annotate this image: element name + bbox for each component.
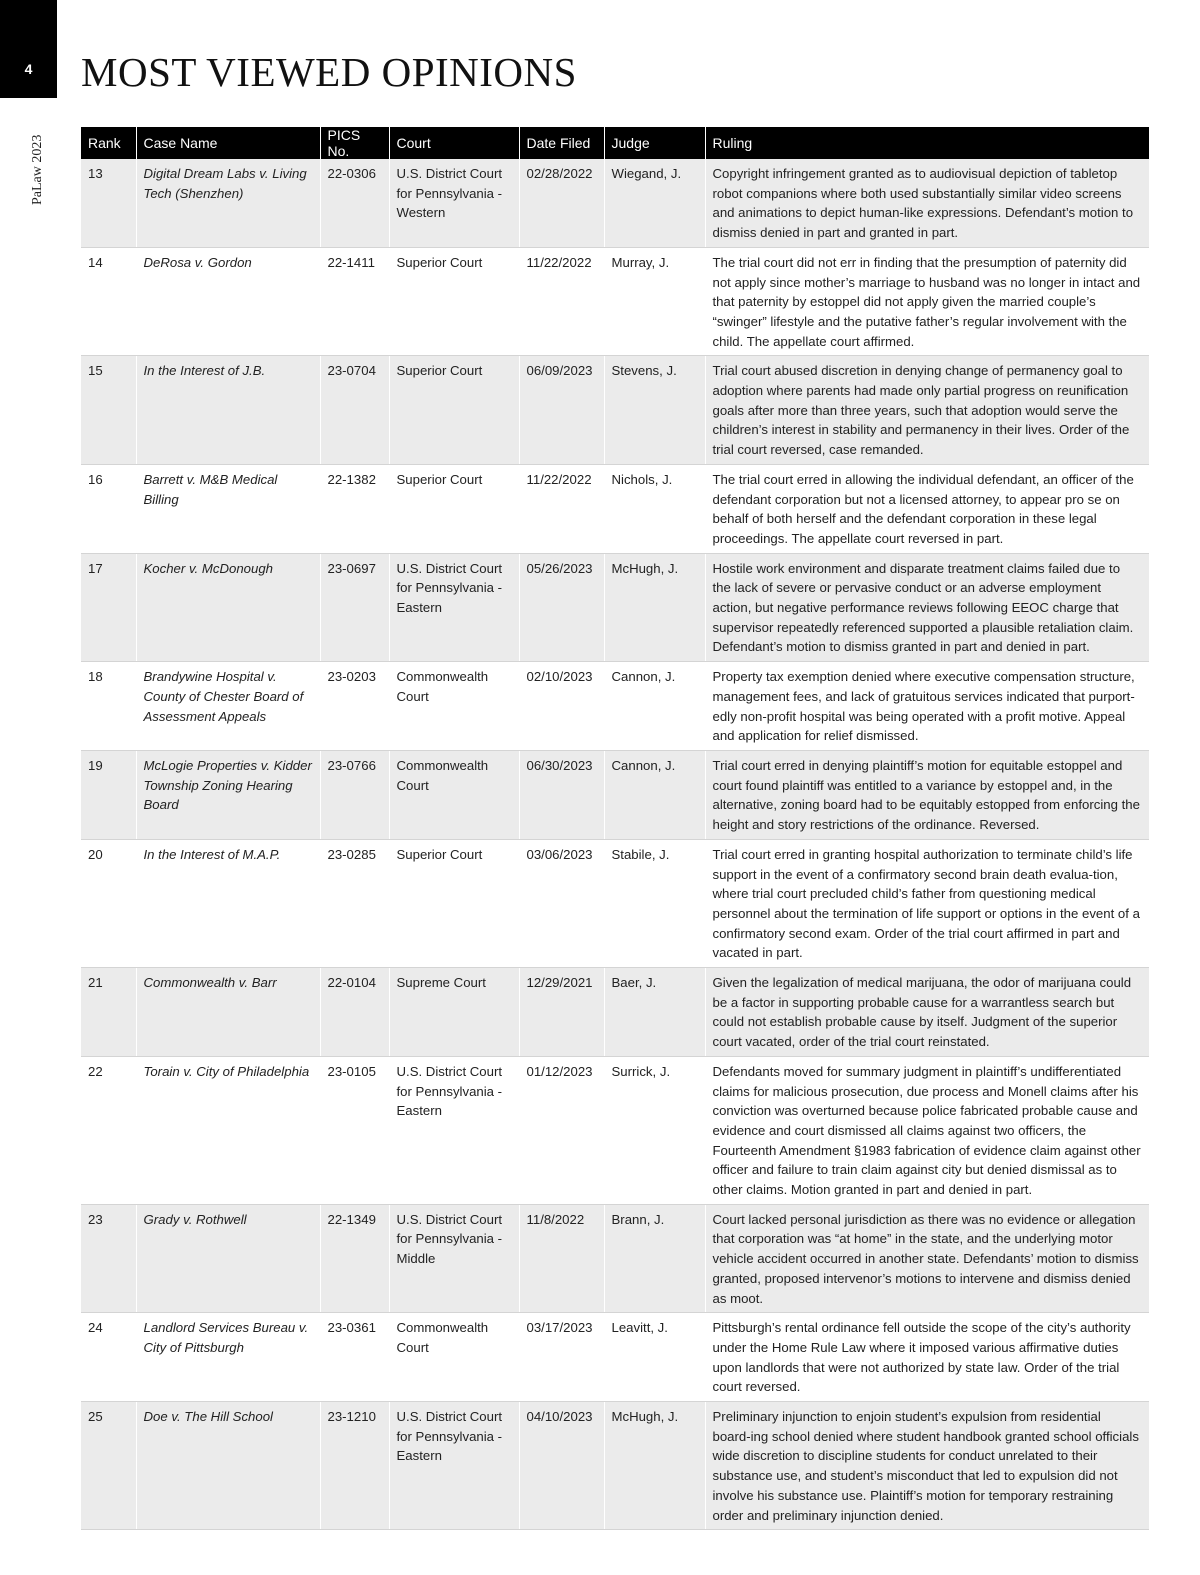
cell-court: U.S. District Court for Pennsylvania - Middle: [389, 1204, 519, 1313]
cell-date-filed: 11/22/2022: [519, 247, 604, 356]
cell-ruling: Defendants moved for summary judgment in plaintiff’s undifferentiated claims for malicious prosecution, due process and Monell claims after his conviction was overturned because police fabricated probable cause and evidence and court dismissed all claims against two officers, the Fourteenth Amendment §1983 fabrication of evidence claim against other officer and failure to train claim against city but denied dismissal as to other claims. Motion granted in part and denied in part.: [705, 1056, 1149, 1204]
cell-judge: Leavitt, J.: [604, 1313, 705, 1402]
cell-rank: 20: [81, 839, 136, 967]
cell-case-name: Commonwealth v. Barr: [136, 968, 320, 1057]
table-row: [81, 839, 1149, 967]
header-court: Court: [389, 127, 519, 159]
cell-judge: Surrick, J.: [604, 1056, 705, 1204]
cell-ruling: Trial court erred in granting hospital authorization to terminate child’s life support in the event of a confirmatory second brain death evalua-tion, where trial court precluded child’s father from questioning medical personnel about the termination of life support or options in the event of a confirmatory second exam. Order of the trial court affirmed in part and vacated in part.: [705, 839, 1149, 967]
cell-date-filed: 03/06/2023: [519, 839, 604, 967]
cell-case-name: Torain v. City of Philadelphia: [136, 1056, 320, 1204]
cell-case-name: Brandywine Hospital v. County of Chester Board of Assessment Appeals: [136, 662, 320, 751]
cell-court: Superior Court: [389, 839, 519, 967]
cell-case-name: Grady v. Rothwell: [136, 1204, 320, 1313]
table-row: [81, 1313, 1149, 1402]
cell-court: Superior Court: [389, 247, 519, 356]
cell-court: U.S. District Court for Pennsylvania - Western: [389, 159, 519, 247]
cell-judge: Nichols, J.: [604, 464, 705, 553]
cell-ruling: Court lacked personal jurisdiction as there was no evidence or allegation that corporation was “at home” in the state, and the underlying motor vehicle accident occurred in another state. Defendants’ motion to dismiss granted, proposed intervenor’s motions to intervene and dismiss denied as moot.: [705, 1204, 1149, 1313]
header-pics-no: PICS No.: [320, 127, 389, 159]
table-row: [81, 464, 1149, 553]
cell-judge: Stabile, J.: [604, 839, 705, 967]
cell-date-filed: 11/8/2022: [519, 1204, 604, 1313]
table-row: [81, 553, 1149, 662]
cell-ruling: Preliminary injunction to enjoin student’s expulsion from residential board-ing school denied where student handbook granted school officials wide discretion to discipline students for conduct unrelated to their substance use, and student’s misconduct that led to expulsion did not involve his substance use. Plaintiff’s motion for temporary restraining order and preliminary injunction denied.: [705, 1402, 1149, 1530]
page-number: 4: [24, 61, 33, 77]
cell-rank: 15: [81, 356, 136, 465]
page-title: MOST VIEWED OPINIONS: [81, 49, 577, 95]
cell-case-name: Landlord Services Bureau v. City of Pittsburgh: [136, 1313, 320, 1402]
header-ruling: Ruling: [705, 127, 1149, 159]
publication-label: PaLaw 2023: [30, 134, 45, 205]
cell-judge: Wiegand, J.: [604, 159, 705, 247]
table-row: [81, 1204, 1149, 1313]
cell-date-filed: 01/12/2023: [519, 1056, 604, 1204]
cell-pics-no: 23-0704: [320, 356, 389, 465]
cell-pics-no: 23-1210: [320, 1402, 389, 1530]
cell-date-filed: 06/30/2023: [519, 750, 604, 839]
cell-pics-no: 23-0766: [320, 750, 389, 839]
cell-court: Supreme Court: [389, 968, 519, 1057]
cell-rank: 22: [81, 1056, 136, 1204]
cell-case-name: Kocher v. McDonough: [136, 553, 320, 662]
cell-court: Superior Court: [389, 356, 519, 465]
table-row: [81, 662, 1149, 751]
cell-date-filed: 04/10/2023: [519, 1402, 604, 1530]
table-row: [81, 968, 1149, 1057]
table-row: [81, 1056, 1149, 1204]
cell-case-name: In the Interest of M.A.P.: [136, 839, 320, 967]
cell-rank: 18: [81, 662, 136, 751]
cell-pics-no: 23-0105: [320, 1056, 389, 1204]
cell-date-filed: 02/28/2022: [519, 159, 604, 247]
cell-date-filed: 11/22/2022: [519, 464, 604, 553]
cell-court: U.S. District Court for Pennsylvania - Eastern: [389, 553, 519, 662]
cell-judge: Murray, J.: [604, 247, 705, 356]
cell-judge: Brann, J.: [604, 1204, 705, 1313]
cell-date-filed: 02/10/2023: [519, 662, 604, 751]
table-header-row: [81, 127, 1149, 159]
cell-ruling: Copyright infringement granted as to audiovisual depiction of tabletop robot companions where both used substantially similar video screens and animations to depict human-like expressions. Defendant’s motion to dismiss denied in part and granted in part.: [705, 159, 1149, 247]
cell-case-name: In the Interest of J.B.: [136, 356, 320, 465]
cell-pics-no: 22-0104: [320, 968, 389, 1057]
cell-ruling: The trial court erred in allowing the individual defendant, an officer of the defendant corporation but not a licensed attorney, to appear pro se on behalf of both herself and the defendant corporation in these legal proceedings. The appellate court reversed in part.: [705, 464, 1149, 553]
cell-rank: 16: [81, 464, 136, 553]
cell-ruling: Given the legalization of medical marijuana, the odor of marijuana could be a factor in supporting probable cause for a warrantless search but could not establish probable cause by itself. Judgment of the superior court vacated, order of the trial court reinstated.: [705, 968, 1149, 1057]
header-case-name: Case Name: [136, 127, 320, 159]
cell-court: Superior Court: [389, 464, 519, 553]
cell-pics-no: 22-1349: [320, 1204, 389, 1313]
cell-rank: 25: [81, 1402, 136, 1530]
cell-judge: Baer, J.: [604, 968, 705, 1057]
cell-date-filed: 05/26/2023: [519, 553, 604, 662]
table-row: [81, 247, 1149, 356]
header-rank: Rank: [81, 127, 136, 159]
cell-ruling: Pittsburgh’s rental ordinance fell outside the scope of the city’s authority under the Home Rule Law where it imposed various affirmative duties upon landlords that were not authorized by state law. Order of the trial court reversed.: [705, 1313, 1149, 1402]
cell-pics-no: 22-0306: [320, 159, 389, 247]
cell-rank: 17: [81, 553, 136, 662]
cell-rank: 14: [81, 247, 136, 356]
cell-ruling: The trial court did not err in finding that the presumption of paternity did not apply since mother’s marriage to husband was no longer in intact and that paternity by estoppel did not apply given the married couple’s “swinger” lifestyle and the putative father’s regular involvement with the child. The appellate court affirmed.: [705, 247, 1149, 356]
cell-pics-no: 22-1382: [320, 464, 389, 553]
cell-rank: 21: [81, 968, 136, 1057]
cell-ruling: Trial court abused discretion in denying change of permanency goal to adoption where parents had made only partial progress on reunification goals after more than three years, such that adoption would serve the children’s interest in stability and permanency in their lives. Order of the trial court reversed, case remanded.: [705, 356, 1149, 465]
cell-judge: Cannon, J.: [604, 662, 705, 751]
cell-judge: Cannon, J.: [604, 750, 705, 839]
opinions-table: [81, 127, 1149, 1530]
cell-court: Commonwealth Court: [389, 750, 519, 839]
cell-pics-no: 22-1411: [320, 247, 389, 356]
cell-date-filed: 06/09/2023: [519, 356, 604, 465]
cell-case-name: McLogie Properties v. Kidder Township Zoning Hearing Board: [136, 750, 320, 839]
table-row: [81, 356, 1149, 465]
cell-pics-no: 23-0203: [320, 662, 389, 751]
cell-judge: Stevens, J.: [604, 356, 705, 465]
cell-pics-no: 23-0361: [320, 1313, 389, 1402]
header-judge: Judge: [604, 127, 705, 159]
table-row: [81, 159, 1149, 247]
cell-rank: 13: [81, 159, 136, 247]
cell-court: Commonwealth Court: [389, 1313, 519, 1402]
table-row: [81, 750, 1149, 839]
cell-pics-no: 23-0697: [320, 553, 389, 662]
cell-ruling: Hostile work environment and disparate treatment claims failed due to the lack of severe or pervasive conduct or an adverse employment action, but negative performance reviews following EEOC charge that supervisor repeatedly referenced supported a plausible retaliation claim. Defendant’s motion to dismiss granted in part and denied in part.: [705, 553, 1149, 662]
cell-ruling: Property tax exemption denied where executive compensation structure, management fees, and lack of gratuitous services indicated that purport-edly non-profit hospital was being operated with a profit motive. Appeal and application for relief dismissed.: [705, 662, 1149, 751]
cell-court: Commonwealth Court: [389, 662, 519, 751]
cell-judge: McHugh, J.: [604, 1402, 705, 1530]
cell-court: U.S. District Court for Pennsylvania - Eastern: [389, 1402, 519, 1530]
cell-case-name: Digital Dream Labs v. Living Tech (Shenzhen): [136, 159, 320, 247]
cell-date-filed: 03/17/2023: [519, 1313, 604, 1402]
cell-pics-no: 23-0285: [320, 839, 389, 967]
header-date-filed: Date Filed: [519, 127, 604, 159]
cell-rank: 23: [81, 1204, 136, 1313]
cell-ruling: Trial court erred in denying plaintiff’s motion for equitable estoppel and court found plaintiff was entitled to a variance by estoppel and, in the alternative, zoning board had to be equitably estopped from enforcing the height and story restrictions of the ordinance. Reversed.: [705, 750, 1149, 839]
cell-case-name: DeRosa v. Gordon: [136, 247, 320, 356]
cell-case-name: Doe v. The Hill School: [136, 1402, 320, 1530]
cell-date-filed: 12/29/2021: [519, 968, 604, 1057]
cell-rank: 24: [81, 1313, 136, 1402]
cell-judge: McHugh, J.: [604, 553, 705, 662]
page-number-tab: [0, 0, 57, 98]
table-row: [81, 1402, 1149, 1530]
cell-court: U.S. District Court for Pennsylvania - Eastern: [389, 1056, 519, 1204]
cell-case-name: Barrett v. M&B Medical Billing: [136, 464, 320, 553]
cell-rank: 19: [81, 750, 136, 839]
